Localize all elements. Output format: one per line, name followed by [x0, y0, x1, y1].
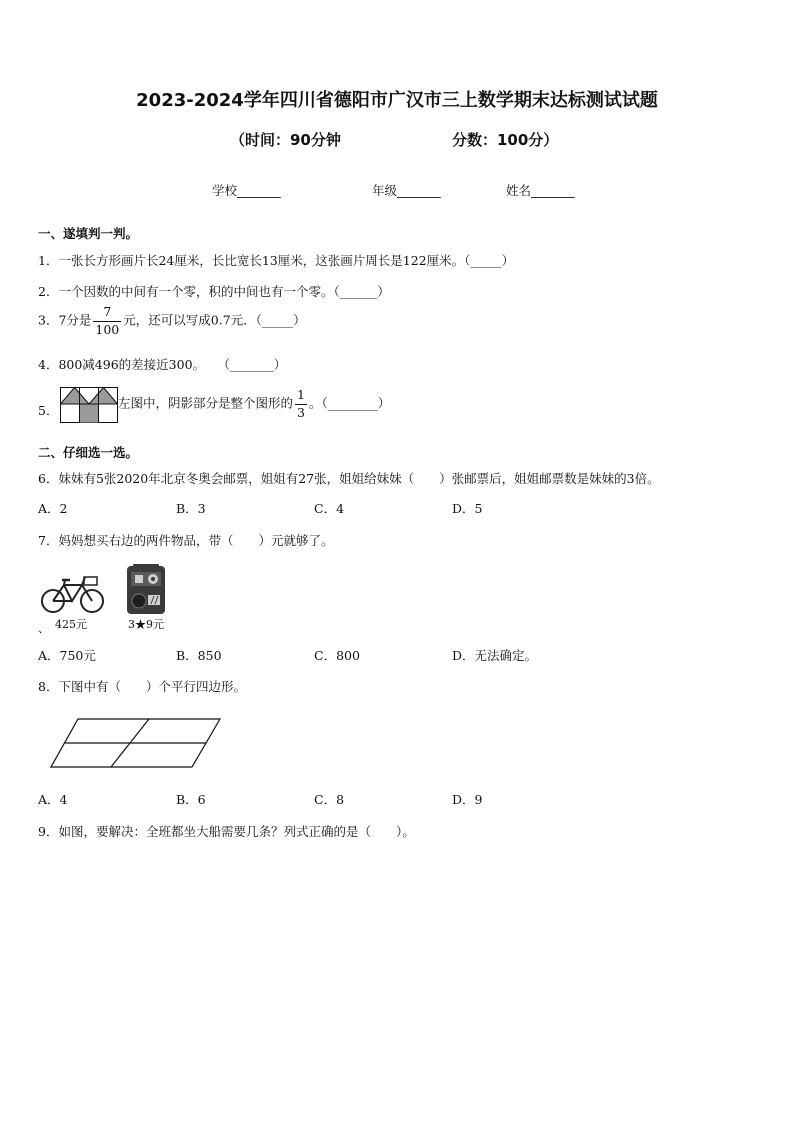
exam-time: （时间：90分钟: [230, 131, 341, 149]
question-1: 1．一张长方形画片长24厘米，长比宽长13厘米，这张画片周长是122厘米。（_____）: [38, 253, 515, 268]
shaded-figure: [60, 387, 118, 423]
question-8: 8．下图中有（ ）个平行四边形。: [38, 679, 246, 694]
question-7: 7．妈妈想买右边的两件物品，带（ ）元就够了。: [38, 533, 334, 548]
question-9: 9．如图，要解决：全班都坐大船需要几条？列式正确的是（ ）。: [38, 824, 415, 839]
question-3-suffix: 元，还可以写成0.7元．（_____）: [123, 312, 306, 328]
q8-option-c: C．8: [314, 792, 345, 807]
fraction-denominator: 100: [95, 321, 120, 337]
bicycle-price: 425元: [55, 618, 87, 631]
question-6: 6．妹妹有5张2020年北京冬奥会邮票，姐姐有27张，姐姐给妹妹（ ）张邮票后，姐姐邮票数是妹妹的3倍。: [38, 471, 660, 486]
speaker-price: 3★9元: [128, 618, 164, 631]
exam-score: 分数：100分）: [452, 131, 559, 149]
q6-option-d: D．5: [452, 501, 483, 516]
question-2: 2．一个因数的中间有一个零，积的中间也有一个零。（______）: [38, 284, 390, 299]
question-4: 4．800减496的差接近300。 （_______）: [38, 357, 287, 372]
page-title: 2023-2024学年四川省德阳市广汉市三上数学期末达标测试试题: [136, 90, 658, 111]
q6-option-a: A．2: [38, 501, 68, 516]
fraction-numerator: 7: [93, 306, 121, 322]
grade-field: 年级_______: [372, 183, 441, 198]
question-5-text: 左图中，阴影部分是整个图形的: [118, 395, 294, 411]
fraction-7-100: [93, 306, 121, 336]
question-3-prefix: 3．7分是: [38, 312, 92, 328]
q8-option-b: B．6: [176, 792, 206, 807]
q7-option-c: C．800: [314, 648, 360, 663]
speaker-icon: [127, 564, 165, 614]
q7-option-d: D．无法确定。: [452, 648, 538, 663]
q8-option-a: A．4: [38, 792, 68, 807]
school-field: 学校_______: [212, 183, 281, 198]
bicycle-icon: [40, 571, 106, 615]
pause-mark: 、: [38, 622, 49, 635]
name-field: 姓名_______: [506, 183, 575, 198]
parallelogram-figure: [50, 718, 222, 768]
section-2-heading: 二、仔细选一选。: [38, 445, 139, 460]
section-1-heading: 一、遂填判一判。: [38, 226, 139, 241]
question-5-suffix: 。（________）: [308, 395, 391, 411]
q7-option-a: A．750元: [38, 648, 96, 663]
question-5: [118, 389, 390, 419]
fraction-numerator: 1: [295, 389, 307, 405]
q7-option-b: B．850: [176, 648, 222, 663]
q6-option-b: B．3: [176, 501, 206, 516]
q8-option-d: D．9: [452, 792, 483, 807]
fraction-1-3: [295, 389, 307, 419]
q6-option-c: C．4: [314, 501, 345, 516]
question-5-number: 5．: [38, 403, 59, 418]
question-3: [38, 306, 306, 336]
fraction-denominator: 3: [297, 404, 305, 420]
